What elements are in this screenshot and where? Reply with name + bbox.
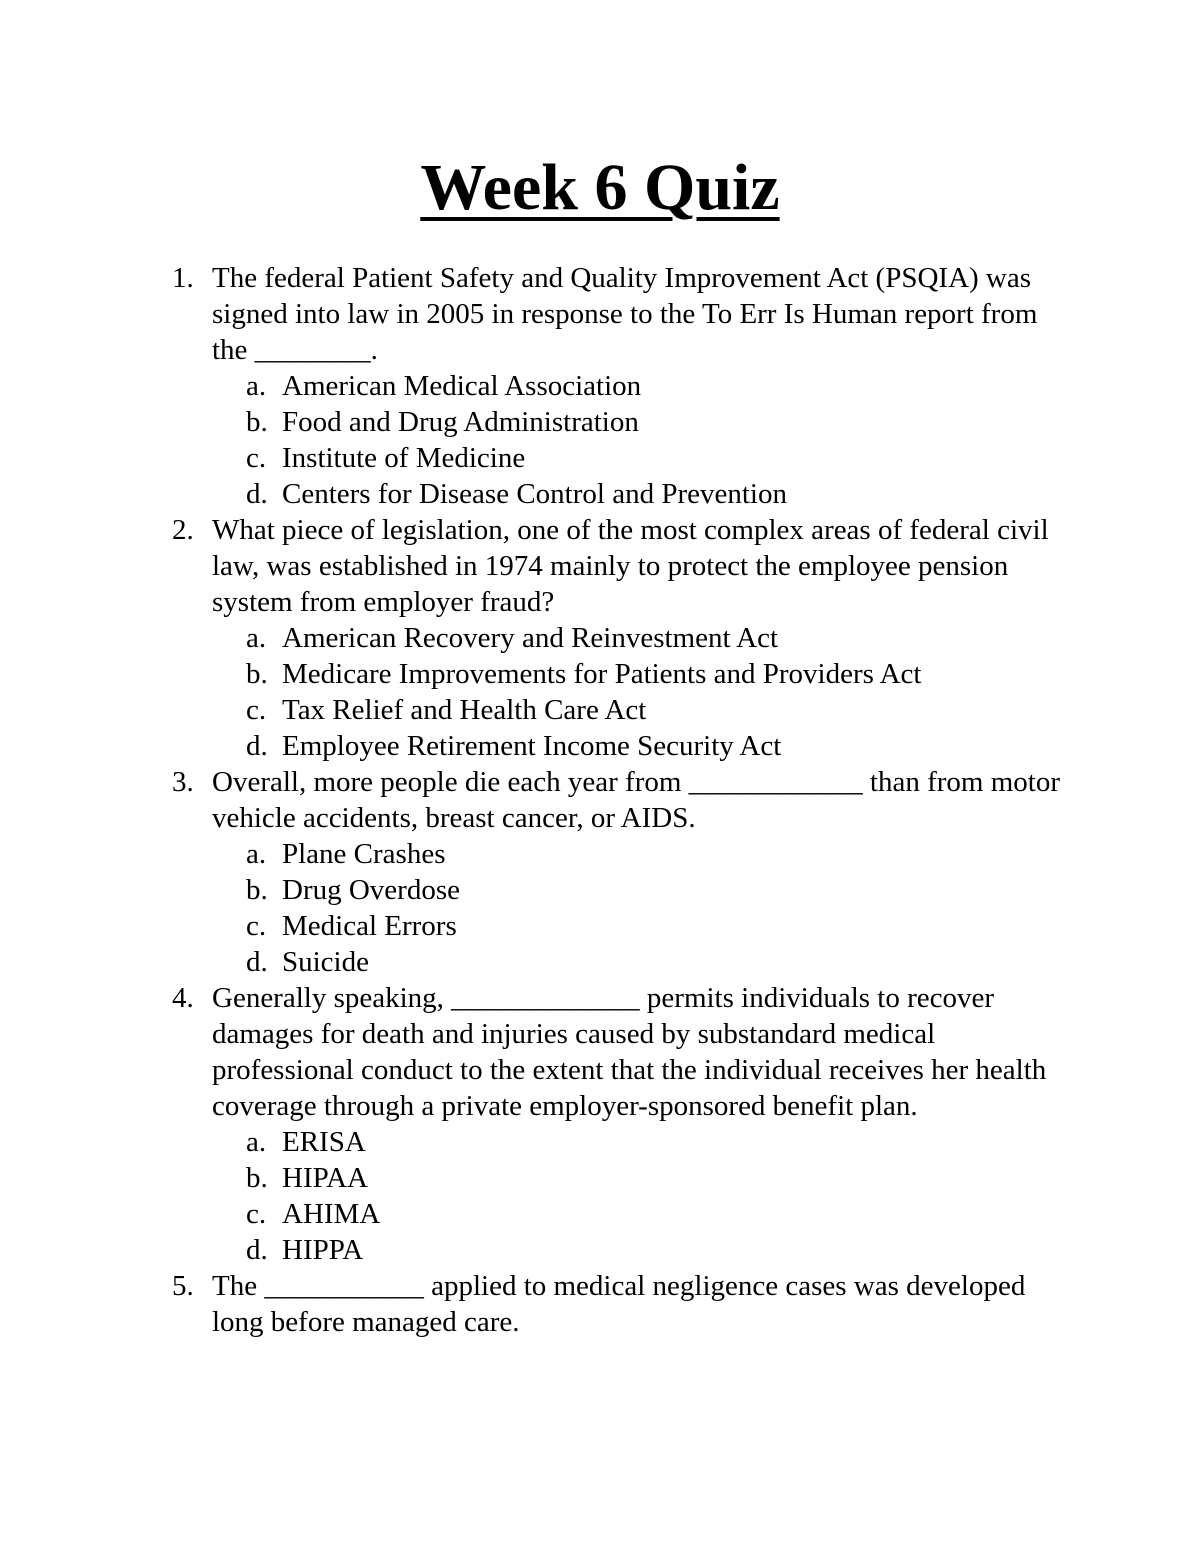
option-item xyxy=(212,1232,1062,1268)
option-item xyxy=(212,440,1062,476)
option-item xyxy=(212,944,1062,980)
option-text: AHIMA xyxy=(282,1198,381,1230)
option-text: Institute of Medicine xyxy=(282,442,526,474)
option-item xyxy=(212,1160,1062,1196)
option-text: HIPAA xyxy=(282,1162,368,1194)
option-letter: c. xyxy=(246,1198,267,1230)
option-text: American Recovery and Reinvestment Act xyxy=(282,622,779,654)
option-letter: a. xyxy=(246,838,267,870)
option-letter: b. xyxy=(246,1162,268,1194)
question-text: The federal Patient Safety and Quality Improvement Act (PSQIA) was signed into law in 2005 in response to the To Err Is Human report from the ________. xyxy=(212,262,1038,366)
option-text: Employee Retirement Income Security Act xyxy=(282,730,782,762)
question-item xyxy=(0,764,1062,980)
option-item xyxy=(212,1196,1062,1232)
option-letter: d. xyxy=(246,730,268,762)
question-item xyxy=(0,260,1062,512)
option-text: American Medical Association xyxy=(282,370,642,402)
option-letter: a. xyxy=(246,1126,267,1158)
option-item xyxy=(212,692,1062,728)
option-letter: d. xyxy=(246,478,268,510)
option-item xyxy=(212,368,1062,404)
option-list xyxy=(212,836,1062,980)
question-item xyxy=(0,980,1062,1268)
page-title-text: Week 6 Quiz xyxy=(420,151,780,224)
option-text: ERISA xyxy=(282,1126,366,1158)
option-letter: b. xyxy=(246,406,268,438)
question-number: 4. xyxy=(172,982,194,1014)
option-item xyxy=(212,1124,1062,1160)
option-letter: c. xyxy=(246,694,267,726)
question-number: 3. xyxy=(172,766,194,798)
option-list xyxy=(212,368,1062,512)
option-text: HIPPA xyxy=(282,1234,364,1266)
option-item xyxy=(212,620,1062,656)
option-text: Plane Crashes xyxy=(282,838,446,870)
question-text: The ___________ applied to medical negligence cases was developed long before managed care. xyxy=(212,1270,1026,1338)
option-text: Tax Relief and Health Care Act xyxy=(282,694,647,726)
option-letter: c. xyxy=(246,910,267,942)
option-item xyxy=(212,656,1062,692)
option-letter: c. xyxy=(246,442,267,474)
option-text: Suicide xyxy=(282,946,369,978)
option-letter: b. xyxy=(246,874,268,906)
option-letter: a. xyxy=(246,370,267,402)
option-letter: a. xyxy=(246,622,267,654)
question-text: Generally speaking, _____________ permits individuals to recover damages for death and injuries caused by substandard medical professional conduct to the extent that the individual receives her health coverage through a private employer-sponsored benefit plan. xyxy=(212,982,1047,1122)
question-number: 2. xyxy=(172,514,194,546)
option-item xyxy=(212,908,1062,944)
question-item xyxy=(0,512,1062,764)
option-item xyxy=(212,728,1062,764)
question-number: 1. xyxy=(172,262,194,294)
option-text: Medical Errors xyxy=(282,910,457,942)
option-item xyxy=(212,836,1062,872)
option-item xyxy=(212,476,1062,512)
option-list xyxy=(212,620,1062,764)
question-list xyxy=(0,260,1200,1340)
option-list xyxy=(212,1124,1062,1268)
question-item xyxy=(0,1268,1062,1340)
option-text: Centers for Disease Control and Prevention xyxy=(282,478,787,510)
option-text: Medicare Improvements for Patients and Providers Act xyxy=(282,658,922,690)
option-letter: b. xyxy=(246,658,268,690)
option-text: Drug Overdose xyxy=(282,874,460,906)
option-text: Food and Drug Administration xyxy=(282,406,639,438)
question-text: What piece of legislation, one of the most complex areas of federal civil law, was established in 1974 mainly to protect the employee pension system from employer fraud? xyxy=(212,514,1049,618)
option-letter: d. xyxy=(246,1234,268,1266)
option-item xyxy=(212,404,1062,440)
question-number: 5. xyxy=(172,1270,194,1302)
option-item xyxy=(212,872,1062,908)
page-title xyxy=(0,150,1200,226)
option-letter: d. xyxy=(246,946,268,978)
question-text: Overall, more people die each year from ____________ than from motor vehicle accidents, breast cancer, or AIDS. xyxy=(212,766,1060,834)
